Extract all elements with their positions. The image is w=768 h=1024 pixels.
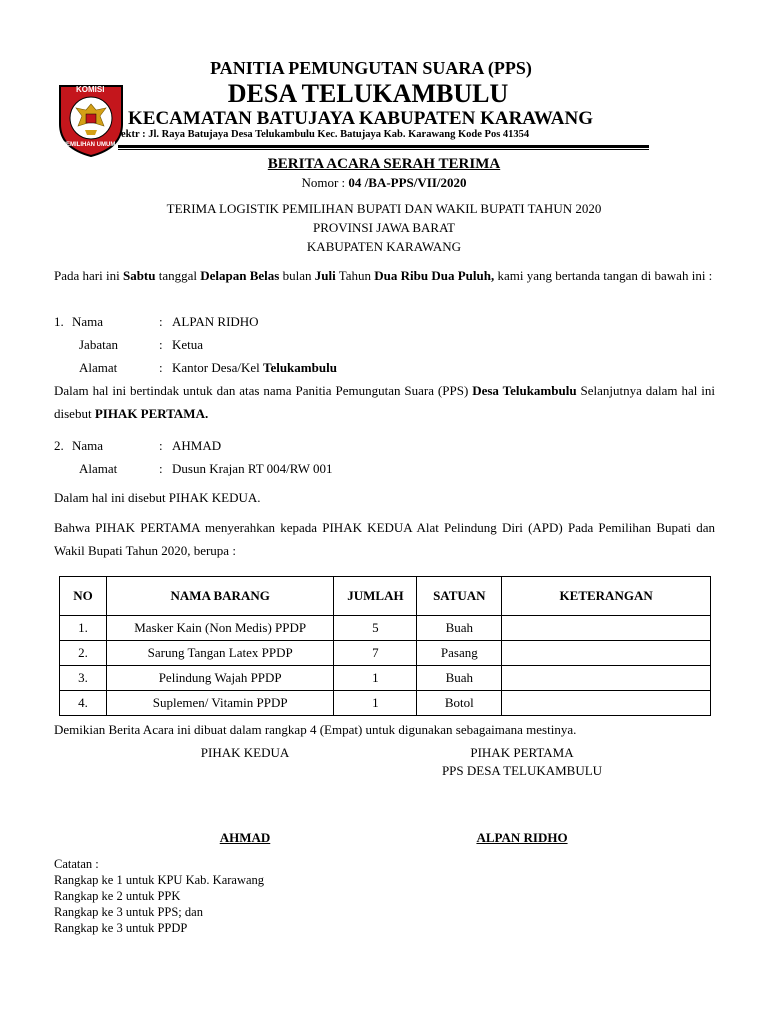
cell-quantity: 1 bbox=[334, 691, 417, 716]
notes-heading: Catatan : bbox=[54, 857, 99, 871]
col-header-item-name: NAMA BARANG bbox=[106, 577, 334, 616]
signature-left-name: AHMAD bbox=[219, 830, 271, 845]
cell-unit: Buah bbox=[417, 666, 502, 691]
cell-quantity: 7 bbox=[334, 641, 417, 666]
district-name: KECAMATAN BATUJAYA KABUPATEN KARAWANG bbox=[128, 108, 594, 129]
table-row bbox=[60, 691, 711, 716]
col-header-unit: SATUAN bbox=[417, 577, 502, 616]
document-title: BERITA ACARA SERAH TERIMA bbox=[267, 156, 501, 172]
logo-text-top: KOMISI bbox=[76, 85, 105, 94]
cell-remarks bbox=[502, 641, 711, 666]
village-name: DESA TELUKAMBULU bbox=[227, 79, 509, 108]
letterhead-rule-thick bbox=[118, 145, 649, 148]
party1-name-label: Nama bbox=[72, 314, 104, 329]
logo-text-bottom: PEMILIHAN UMUM bbox=[62, 142, 116, 148]
party1-address-colon: : bbox=[159, 360, 163, 375]
intro-paragraph: Pada hari ini Sabtu tanggal Delapan Belas bulan Juli Tahun Dua Ribu Dua Puluh, kami yang bertanda tangan di bawah ini : bbox=[54, 268, 713, 283]
party1-name-colon: : bbox=[159, 314, 163, 329]
cell-quantity: 1 bbox=[334, 666, 417, 691]
cell-item-name: Sarung Tangan Latex PPDP bbox=[106, 641, 334, 666]
cell-quantity: 5 bbox=[334, 616, 417, 641]
party2-address-value: Dusun Krajan RT 004/RW 001 bbox=[172, 461, 333, 476]
items-table bbox=[59, 576, 711, 716]
party2-address-label: Alamat bbox=[79, 461, 118, 476]
party1-address-value: Kantor Desa/Kel Telukambulu bbox=[172, 360, 337, 375]
cell-no: 4. bbox=[60, 691, 107, 716]
party1-name-value: ALPAN RIDHO bbox=[172, 314, 259, 329]
cell-unit: Botol bbox=[417, 691, 502, 716]
table-row bbox=[60, 666, 711, 691]
party1-position-colon: : bbox=[159, 337, 163, 352]
party1-address-label: Alamat bbox=[79, 360, 118, 375]
cell-unit: Pasang bbox=[417, 641, 502, 666]
handover-paragraph: Bahwa PIHAK PERTAMA menyerahkan kepada PIHAK KEDUA Alat Pelindung Diri (APD) Pada Pemilihan Bupati dan Wakil Bupati Tahun 2020, berupa : bbox=[54, 520, 715, 558]
party2-name-colon: : bbox=[159, 438, 163, 453]
notes-item: Rangkap ke 3 untuk PPDP bbox=[54, 921, 188, 935]
party1-position-label: Jabatan bbox=[79, 337, 118, 352]
notes-item: Rangkap ke 2 untuk PPK bbox=[54, 889, 181, 903]
cell-item-name: Suplemen/ Vitamin PPDP bbox=[106, 691, 334, 716]
closing-statement: Demikian Berita Acara ini dibuat dalam rangkap 4 (Empat) untuk digunakan sebagaimana mestinya. bbox=[54, 722, 577, 737]
signature-right-name: ALPAN RIDHO bbox=[476, 830, 568, 845]
subtitle-line-2: PROVINSI JAWA BARAT bbox=[313, 220, 455, 235]
col-header-remarks: KETERANGAN bbox=[502, 577, 711, 616]
cell-item-name: Pelindung Wajah PPDP bbox=[106, 666, 334, 691]
subtitle-line-1: TERIMA LOGISTIK PEMILIHAN BUPATI DAN WAKIL BUPATI TAHUN 2020 bbox=[166, 201, 602, 216]
party2-address-colon: : bbox=[159, 461, 163, 476]
table-row bbox=[60, 616, 711, 641]
signature-right-title: PIHAK PERTAMA bbox=[470, 745, 574, 760]
table-header-row bbox=[60, 577, 711, 616]
cell-remarks bbox=[502, 616, 711, 641]
signature-right-subtitle: PPS DESA TELUKAMBULU bbox=[441, 763, 603, 778]
col-header-no: NO bbox=[60, 577, 107, 616]
cell-no: 2. bbox=[60, 641, 107, 666]
party1-position-value: Ketua bbox=[172, 337, 204, 352]
committee-name: PANITIA PEMUNGUTAN SUARA (PPS) bbox=[210, 58, 532, 78]
table-row bbox=[60, 641, 711, 666]
cell-unit: Buah bbox=[417, 616, 502, 641]
party1-description: Dalam hal ini bertindak untuk dan atas nama Panitia Pemungutan Suara (PPS) Desa Telukambulu Selanjutnya dalam hal ini disebut PIHAK PERTAMA. bbox=[54, 383, 715, 421]
cell-no: 3. bbox=[60, 666, 107, 691]
party2-number: 2. bbox=[54, 438, 64, 453]
party1-number: 1. bbox=[54, 314, 64, 329]
letterhead-rule-thin bbox=[118, 149, 649, 150]
subtitle-line-3: KABUPATEN KARAWANG bbox=[306, 239, 462, 254]
cell-remarks bbox=[502, 666, 711, 691]
party2-description: Dalam hal ini disebut PIHAK KEDUA. bbox=[54, 490, 261, 505]
cell-no: 1. bbox=[60, 616, 107, 641]
notes-item: Rangkap ke 1 untuk KPU Kab. Karawang bbox=[54, 873, 265, 887]
document-number: Nomor : 04 /BA-PPS/VII/2020 bbox=[301, 175, 467, 190]
cell-remarks bbox=[502, 691, 711, 716]
notes-item: Rangkap ke 3 untuk PPS; dan bbox=[54, 905, 203, 919]
cell-item-name: Masker Kain (Non Medis) PPDP bbox=[106, 616, 334, 641]
col-header-quantity: JUMLAH bbox=[334, 577, 417, 616]
party2-name-label: Nama bbox=[72, 438, 104, 453]
secretariat-address: ektr : Jl. Raya Batujaya Desa Telukambulu Kec. Batujaya Kab. Karawang Kode Pos 41354 bbox=[121, 129, 530, 140]
signature-left-title: PIHAK KEDUA bbox=[200, 745, 290, 760]
party2-name-value: AHMAD bbox=[172, 438, 222, 453]
